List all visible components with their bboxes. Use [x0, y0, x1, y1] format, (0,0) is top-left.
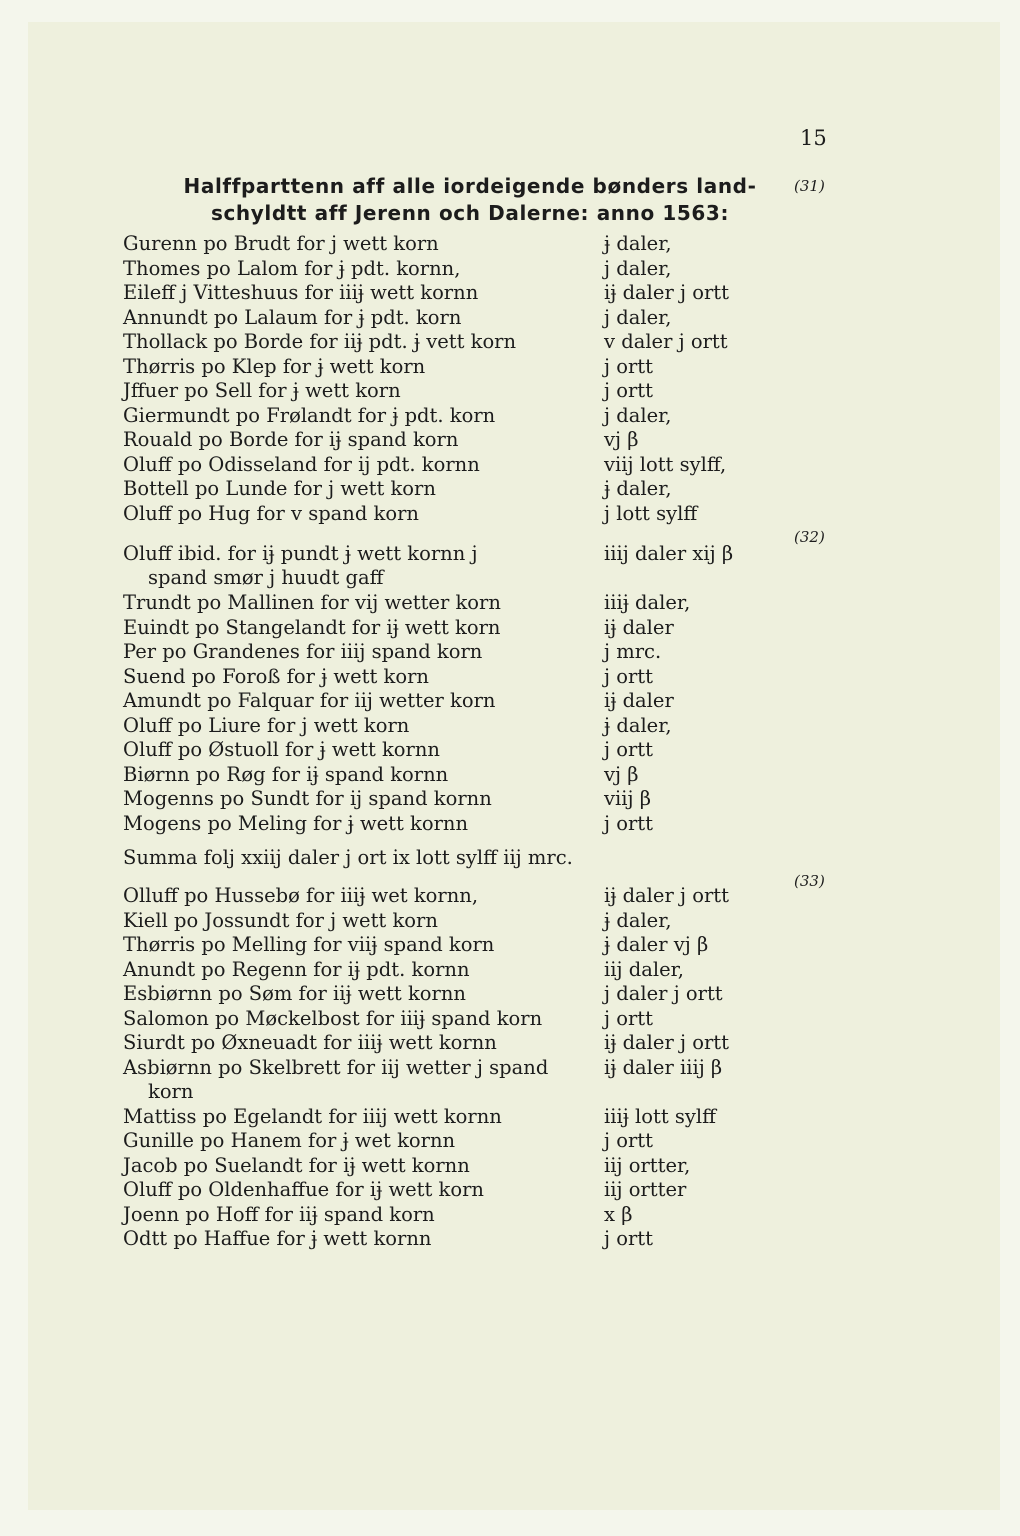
entry-amount: j daler j ortt [604, 982, 723, 1005]
entry-amount: j daler, [604, 305, 672, 329]
entry-text: Oluff po Oldenhaffue for iɉ wett korn [123, 1178, 484, 1201]
entry-text: Siurdt po Øxneuadt for iiiɉ wett kornn [123, 1031, 497, 1054]
entry-amount: iij daler, [604, 957, 684, 981]
entry-amount: iiiɉ lott sylff [604, 1104, 717, 1128]
entry-text: Oluff ibid. for iɉ pundt ɉ wett kornn j [123, 542, 478, 565]
entry-amount: j ortt [604, 664, 653, 688]
entry-amount: x β [604, 1202, 633, 1226]
entry-text: Oluff po Odisseland for ij pdt. kornn [123, 452, 480, 476]
entry-amount: ɉ daler, [604, 713, 672, 737]
entry-amount: iɉ daler [604, 689, 674, 712]
entry-amount: j ortt [604, 1129, 653, 1152]
entry-amount: ɉ daler, [604, 232, 672, 255]
entry-text: Amundt po Falquar for iij wetter korn [123, 689, 496, 712]
entry-text: Salomon po Møckelbost for iiiɉ spand korn [123, 1006, 543, 1030]
entry-amount: iij ortter, [604, 1153, 691, 1177]
entry-amount: j ortt [604, 738, 653, 761]
entry-text: Eileff j Vitteshuus for iiiɉ wett kornn [123, 281, 479, 304]
entry-amount: j ortt [604, 354, 653, 378]
entry-text: Annundt po Lalaum for ɉ pdt. korn [123, 305, 462, 329]
entry-amount: j mrc. [604, 640, 662, 663]
entry-text: Jacob po Suelandt for iɉ wett kornn [123, 1153, 470, 1177]
entry-amount: ɉ daler vj β [604, 933, 709, 956]
entry-text: Biørnn po Røg for iɉ spand kornn [123, 762, 449, 786]
entry-text: Giermundt po Frølandt for ɉ pdt. korn [123, 403, 496, 427]
entry-text: Esbiørnn po Søm for iiɉ wett kornn [123, 982, 466, 1005]
entry-amount: vj β [604, 762, 639, 786]
entry-amount: iɉ daler j ortt [604, 884, 729, 907]
entry-text: Thollack po Borde for iiɉ pdt. ɉ vett korn [123, 330, 517, 353]
entry-text: Trundt po Mallinen for vij wetter korn [123, 591, 501, 614]
summa-line: Summa folj xxiij daler j ort ix lott sylff iij mrc. [123, 846, 573, 869]
entry-text: Oluff po Østuoll for ɉ wett kornn [123, 738, 440, 761]
page-number: 15 [800, 126, 827, 150]
entry-amount: ɉ daler, [604, 908, 672, 932]
entry-text-continued: korn [148, 1079, 194, 1103]
entry-amount: iij ortter [604, 1178, 687, 1201]
entry-text: Euindt po Stangelandt for iɉ wett korn [123, 615, 501, 639]
entry-amount: j daler, [604, 403, 672, 427]
entry-text: Mogenns po Sundt for ij spand kornn [123, 787, 492, 810]
entry-amount: v daler j ortt [604, 330, 728, 353]
entry-text: Jffuer po Sell for ɉ wett korn [123, 379, 401, 402]
side-note-33: (33) [794, 872, 825, 890]
entry-text: Bottell po Lunde for j wett korn [123, 477, 436, 500]
entry-text: Suend po Foroß for ɉ wett korn [123, 664, 429, 688]
entry-amount: iɉ daler iiij β [604, 1055, 723, 1079]
side-note-32: (32) [794, 528, 825, 546]
entry-text: Oluff po Liure for j wett korn [123, 713, 410, 737]
entry-amount: j ortt [604, 1227, 653, 1250]
heading-line-1: Halffparttenn aff alle iordeigende bønders land- [183, 174, 757, 198]
entry-text: Per po Grandenes for iiij spand korn [123, 640, 483, 663]
entry-amount: iɉ daler [604, 615, 674, 639]
entry-text: Joenn po Hoff for iiɉ spand korn [123, 1202, 435, 1226]
entry-amount: viij lott sylff, [604, 452, 727, 476]
side-note-31: (31) [794, 177, 825, 195]
heading-line-2: schyldtt aff Jerenn och Dalerne: anno 1563: [210, 201, 730, 225]
entry-amount: j ortt [604, 379, 653, 402]
entry-text: Thørris po Melling for viiɉ spand korn [123, 933, 495, 956]
entry-text: Mogens po Meling for ɉ wett kornn [123, 811, 469, 835]
entry-text: Oluff po Hug for v spand korn [123, 501, 419, 525]
entry-amount: iiij daler xij β [604, 542, 734, 565]
entry-text: Thørris po Klep for ɉ wett korn [123, 354, 426, 378]
entry-amount: iɉ daler j ortt [604, 1031, 729, 1054]
entry-amount: j daler, [604, 256, 672, 280]
section-heading [170, 173, 770, 227]
entry-text: Asbiørnn po Skelbrett for iij wetter j spand [123, 1055, 549, 1079]
entry-text: Rouald po Borde for iɉ spand korn [123, 428, 459, 451]
entry-amount: j ortt [604, 1006, 653, 1030]
entry-text: Anundt po Regenn for iɉ pdt. kornn [123, 957, 470, 981]
entry-amount: vj β [604, 428, 639, 451]
entry-amount: iiiɉ daler, [604, 591, 691, 614]
entry-text: Odtt po Haffue for ɉ wett kornn [123, 1227, 432, 1250]
entry-text: Gurenn po Brudt for j wett korn [123, 232, 439, 255]
entry-text: Mattiss po Egelandt for iiij wett kornn [123, 1104, 502, 1128]
entry-text: Kiell po Jossundt for j wett korn [123, 908, 438, 932]
entry-amount: viij β [604, 787, 652, 810]
entry-text: Gunille po Hanem for ɉ wet kornn [123, 1129, 456, 1152]
entry-amount: ɉ daler, [604, 477, 672, 500]
entry-text: Olluff po Hussebø for iiiɉ wet kornn, [123, 884, 479, 907]
entry-amount: iɉ daler j ortt [604, 281, 729, 304]
entry-amount: j lott sylff [604, 501, 698, 525]
entry-amount: j ortt [604, 811, 653, 835]
entry-text-continued: spand smør j huudt gaff [148, 566, 384, 589]
entry-text: Thomes po Lalom for ɉ pdt. kornn, [123, 256, 461, 280]
